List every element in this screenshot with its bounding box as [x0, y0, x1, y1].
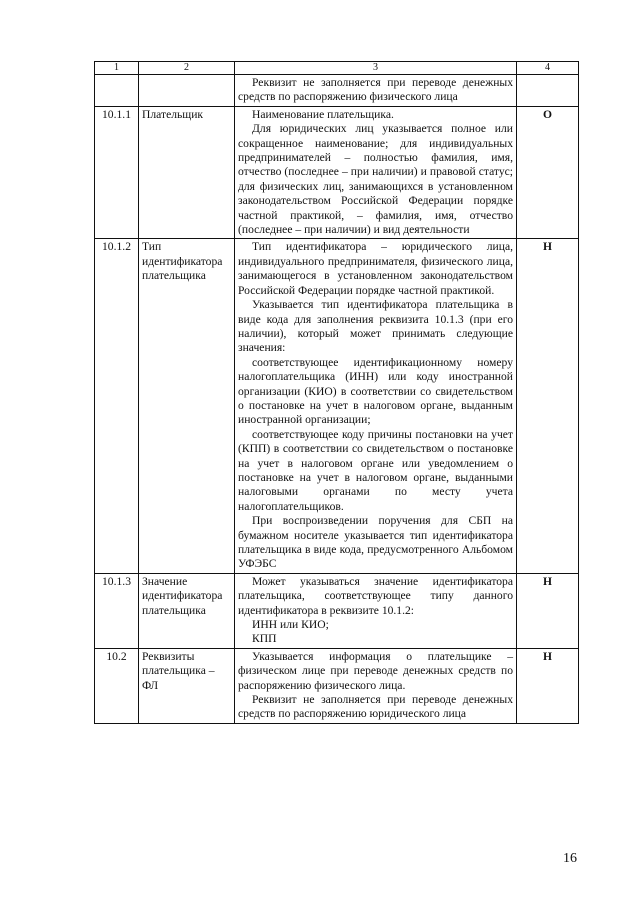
requisite-name-line: Значение — [142, 574, 188, 588]
requisite-number: 10.1.2 — [95, 239, 139, 573]
requisite-name — [139, 75, 235, 107]
requisite-name-line: плательщика — [142, 603, 206, 617]
requisite-flag: Н — [517, 648, 579, 723]
description-paragraph: соответствующее идентификационному номеру налогоплательщика (ИНН) или коду иностранной организации (КИО) в соответствии со свидетельством о постановке на учет в налоговом органе, выданным иностранной организации; — [238, 355, 513, 427]
description-paragraph: Может указываться значение идентификатора плательщика, соответствующее типу данного идентификатора в реквизите 10.1.2: — [238, 574, 513, 617]
requisite-name — [139, 239, 235, 573]
requisite-name-line: идентификатора — [142, 589, 223, 603]
requisite-description — [235, 648, 517, 723]
requisite-number: 10.1.1 — [95, 106, 139, 239]
requisite-name-line: Реквизиты — [142, 649, 195, 663]
requisite-name-line: ФЛ — [142, 678, 159, 692]
requisite-name-line: плательщика — [142, 269, 206, 283]
requisite-flag: Н — [517, 239, 579, 573]
requisite-name-line: идентификатора — [142, 254, 223, 268]
description-paragraph: При воспроизведении поручения для СБП на бумажном носителе указывается тип идентификатора плательщика в виде кода, предусмотренного Альбомом УФЭБС — [238, 514, 513, 571]
requisites-table — [94, 61, 579, 724]
description-paragraph: Реквизит не заполняется при переводе денежных средств по распоряжению юридического лица — [238, 693, 513, 721]
header-col-3: 3 — [235, 62, 517, 75]
table-row — [95, 573, 579, 648]
requisite-name-line: Тип — [142, 240, 162, 254]
requisite-name — [139, 106, 235, 239]
table-row — [95, 75, 579, 107]
requisite-name-line: Плательщик — [142, 107, 204, 121]
table-row — [95, 648, 579, 723]
requisite-flag: О — [517, 106, 579, 239]
description-paragraph: Реквизит не заполняется при переводе денежных средств по распоряжению физического лица — [238, 76, 513, 104]
table-body — [95, 75, 579, 724]
description-paragraph: ИНН или КИО; — [252, 618, 329, 632]
requisite-description — [235, 239, 517, 573]
requisite-number: 10.2 — [95, 648, 139, 723]
header-row — [95, 62, 579, 75]
description-paragraph: Указывается информация о плательщике – физическом лице при переводе денежных средств по распоряжению физического лица. — [238, 649, 513, 692]
requisite-flag — [517, 75, 579, 107]
requisite-name — [139, 648, 235, 723]
header-col-4: 4 — [517, 62, 579, 75]
requisite-name-line: плательщика – — [142, 664, 215, 678]
requisite-description — [235, 573, 517, 648]
table-row — [95, 106, 579, 239]
table-row — [95, 239, 579, 573]
requisite-description — [235, 106, 517, 239]
description-paragraph: Наименование плательщика. — [252, 107, 394, 121]
header-col-1: 1 — [95, 62, 139, 75]
requisite-name — [139, 573, 235, 648]
description-paragraph: соответствующее коду причины постановки на учет (КПП) в соответствии со свидетельством о постановке на учет в налоговом органе или уведомлением о постановке на учет в налоговом органе, выданными налоговыми органами по месту учета налогоплательщиков. — [238, 427, 513, 513]
header-col-2: 2 — [139, 62, 235, 75]
requisite-number — [95, 75, 139, 107]
description-paragraph: Тип идентификатора – юридического лица, индивидуального предпринимателя, физического лица, занимающегося в установленном законодательством Российской Федерации порядке частной практикой. — [238, 240, 513, 297]
description-paragraph: КПП — [252, 632, 277, 646]
description-paragraph: Для юридических лиц указывается полное или сокращенное наименование; для индивидуальных предпринимателей – полностью фамилия, имя, отчество (последнее – при наличии) и правовой статус; для физических лиц, занимающихся в установленном законодательством Российской Федерации порядке частной практикой, – фамилия, имя, отчество (последнее – при наличии) и вид деятельности — [238, 122, 513, 237]
requisite-flag: Н — [517, 573, 579, 648]
page-number: 16 — [563, 851, 577, 866]
description-paragraph: Указывается тип идентификатора плательщика в виде кода для заполнения реквизита 10.1.3 (при его наличии), который может принимать следующие значения: — [238, 298, 513, 355]
requisite-description — [235, 75, 517, 107]
requisite-number: 10.1.3 — [95, 573, 139, 648]
